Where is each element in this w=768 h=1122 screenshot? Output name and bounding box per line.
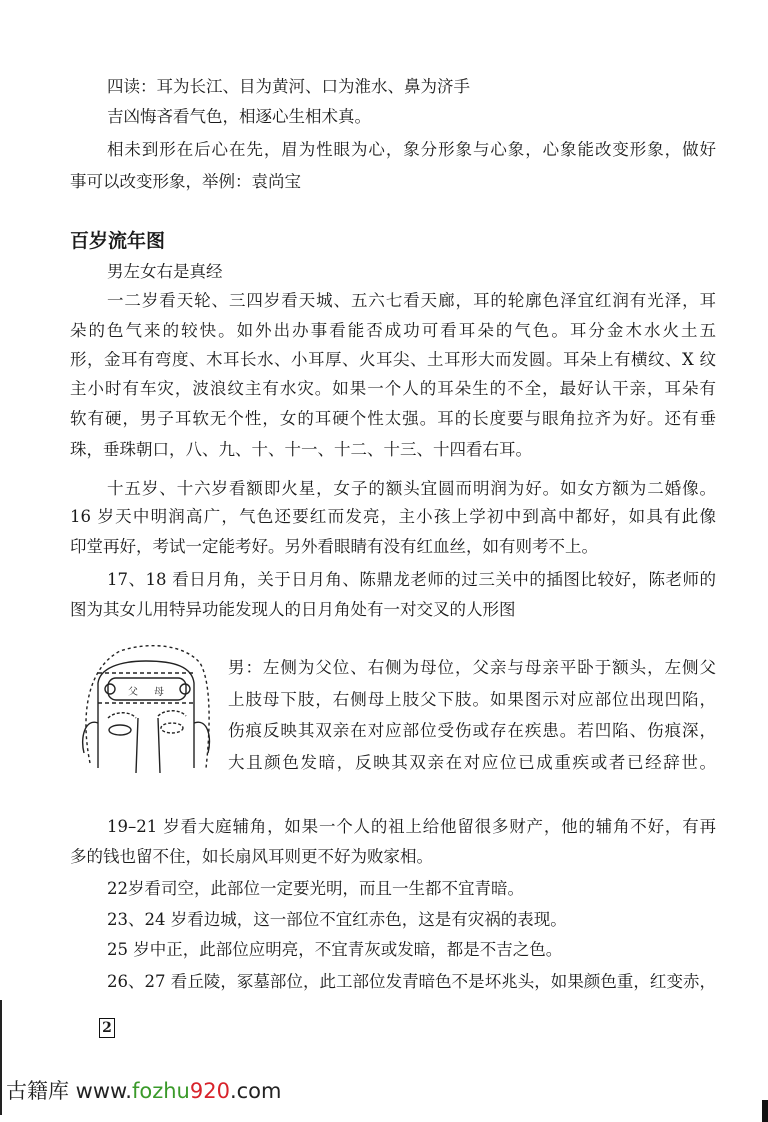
text-line: 印堂再好，考试一定能考好。另外看眼睛有没有红血丝，如有则考不上。 <box>70 537 598 556</box>
scan-edge-left <box>0 1000 2 1115</box>
watermark-prefix: 古籍库 www. <box>6 1079 132 1103</box>
text-line: 17、18 看日月角，关于日月角、陈鼎龙老师的过三关中的插图比较好，陈老师的 <box>107 570 716 589</box>
section-subtitle: 男左女右是真经 <box>107 262 223 281</box>
text-line: 男：左侧为父位、右侧为母位，父亲与母亲平卧于额头，左侧父 <box>228 658 716 677</box>
paragraph-26-27: 26、27 看丘陵，冢墓部位，此工部位发青暗色不是坏兆头，如果颜色重，红变赤， <box>107 972 716 991</box>
text-line: 事可以改变形象，举例：袁尚宝 <box>70 172 301 191</box>
figure-label-right: 母 <box>154 687 164 698</box>
text-line: 图为其女儿用特异功能发现人的日月角处有一对交叉的人形图 <box>70 600 516 619</box>
text-line: 19–21 岁看大庭辅角，如果一个人的祖上给他留很多财产，他的辅角不好，有再 <box>107 817 716 836</box>
text-line: 珠，垂珠朝口，八、九、十、十一、十二、十三、十四看右耳。 <box>70 440 532 459</box>
text-line: 多的钱也留不住，如长扇风耳则更不好为败家相。 <box>70 847 433 866</box>
text-line: 伤痕反映其双亲在对应部位受伤或存在疾患。若凹陷、伤痕深， <box>228 721 716 740</box>
watermark <box>6 1077 281 1105</box>
text-line: 四读：耳为长江、目为黄河、口为淮水、鼻为济手 <box>107 77 470 96</box>
text-line: 16 岁天中明润高广，气色还要红而发亮，主小孩上学初中到高中都好，如具有此像 <box>70 507 716 526</box>
figure-label-left: 父 <box>128 687 138 698</box>
text-line: 十五岁、十六岁看额即火星，女子的额头宜圆而明润为好。如女方额为二婚像。 <box>107 479 716 498</box>
text-line: 吉凶悔吝看气色，相逐心生相术真。 <box>107 107 371 126</box>
text-line: 大且颜色发暗，反映其双亲在对应位已成重疾或者已经辞世。 <box>228 753 716 772</box>
paragraph-22: 22岁看司空，此部位一定要光明，而且一生都不宜青暗。 <box>107 879 524 898</box>
face-diagram-figure <box>70 643 222 778</box>
page-number: 2 <box>99 1018 115 1038</box>
text-line: 一二岁看天轮、三四岁看天城、五六七看天廊，耳的轮廓色泽宜红润有光泽，耳 <box>107 291 716 310</box>
watermark-suffix: .com <box>229 1079 282 1103</box>
text-line: 朵的色气来的较快。如外出办事看能否成功可看耳朵的气色。耳分金木水火土五 <box>70 321 716 340</box>
text-line: 相未到形在后心在先，眉为性眼为心，象分形象与心象，心象能改变形象，做好 <box>107 140 716 159</box>
text-line: 形，金耳有弯度、木耳长水、小耳厚、火耳尖、土耳形大而发圆。耳朵上有横纹、X 纹 <box>70 350 716 369</box>
watermark-green: fozhu <box>131 1079 190 1103</box>
watermark-red: 920 <box>189 1079 230 1103</box>
paragraph-23-24: 23、24 岁看边城，这一部位不宜红赤色，这是有灾祸的表现。 <box>107 910 567 929</box>
text-line: 软有硬，男子耳软无个性，女的耳硬个性太强。耳的长度要与眼角拉齐为好。还有垂 <box>70 409 716 428</box>
text-line: 主小时有车灾，波浪纹主有水灾。如果一个人的耳朵生的不全，最好认干亲，耳朵有 <box>70 379 716 398</box>
scan-edge-right <box>762 1100 768 1122</box>
section-title: 百岁流年图 <box>70 230 166 252</box>
text-line: 上肢母下肢，右侧母上肢父下肢。如果图示对应部位出现凹陷， <box>228 690 716 709</box>
paragraph-25: 25 岁中正，此部位应明亮，不宜青灰或发暗，都是不吉之色。 <box>107 940 563 959</box>
